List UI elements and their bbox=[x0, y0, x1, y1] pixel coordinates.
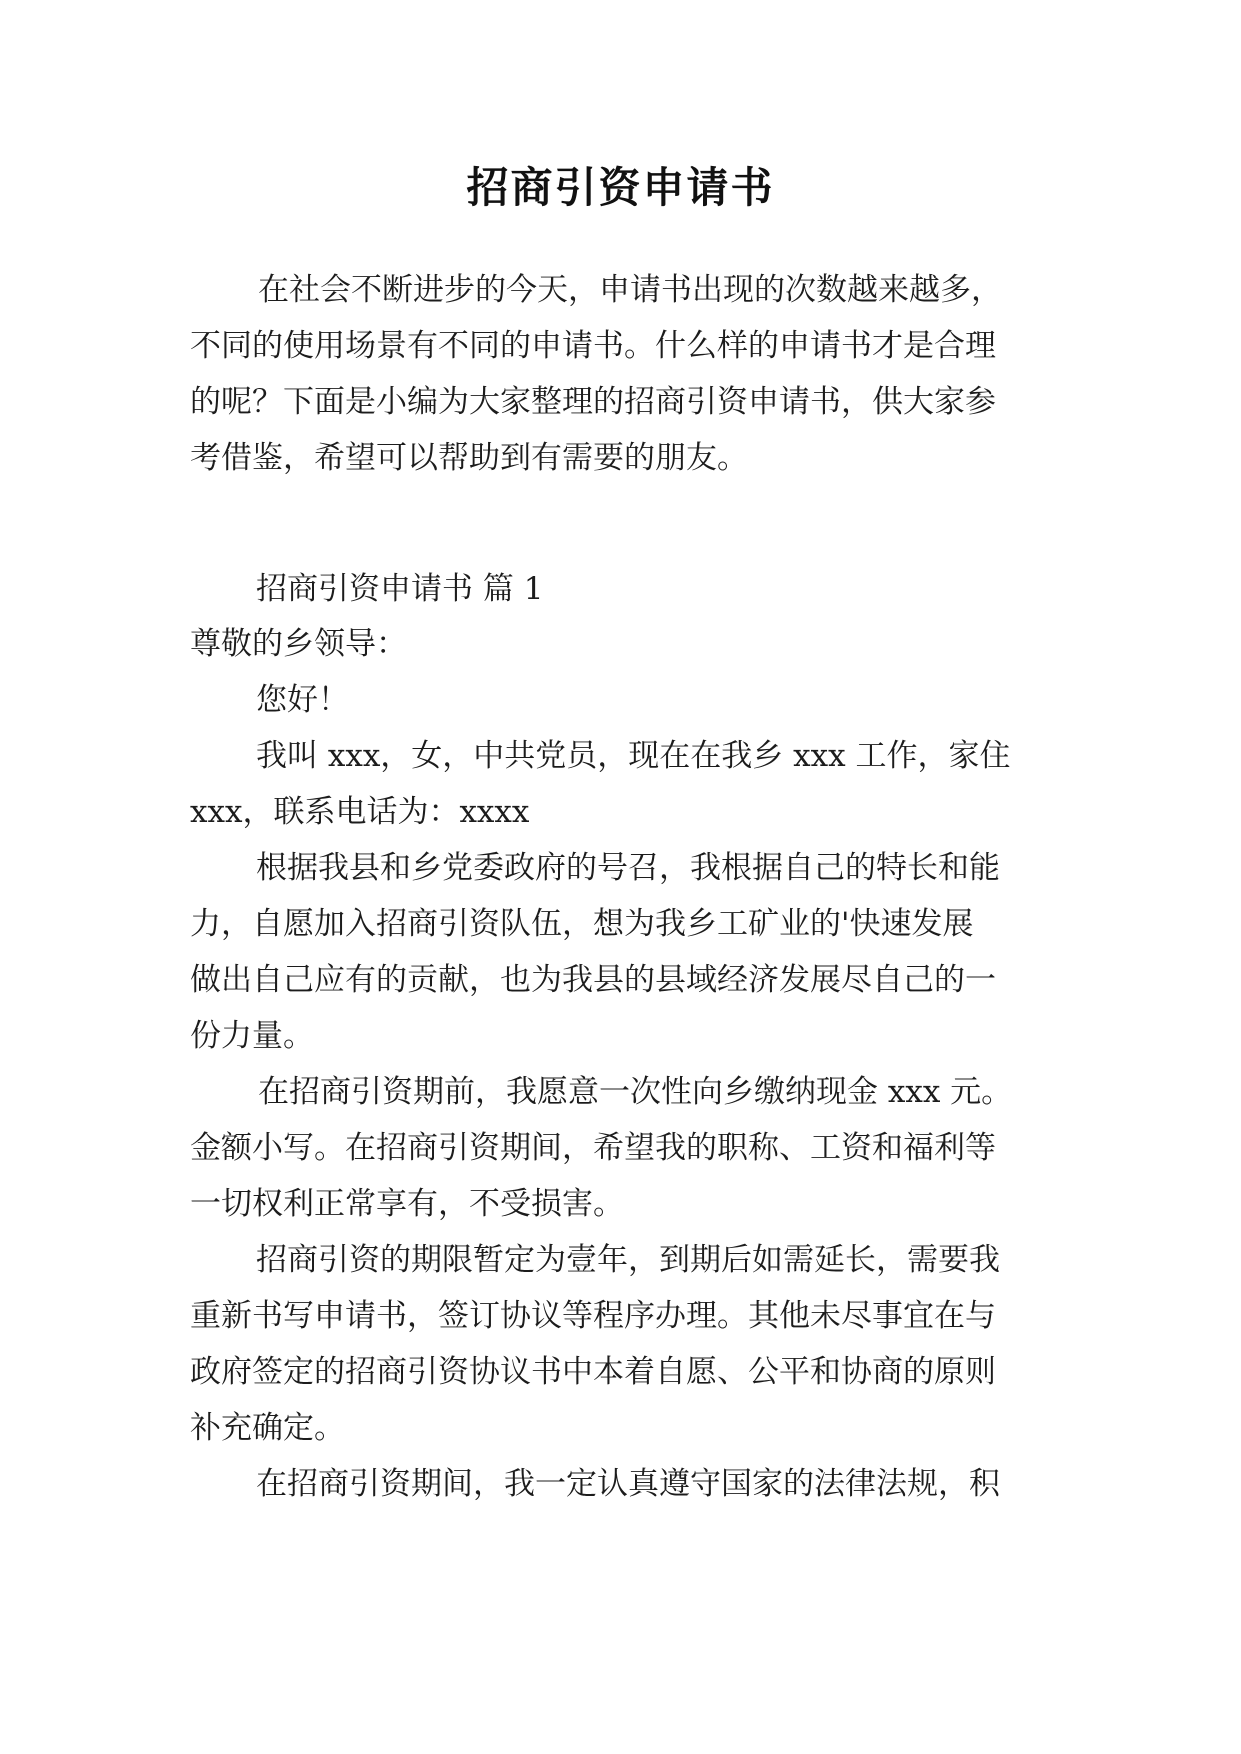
paragraph-line: 在招商引资期间，我一定认真遵守国家的法律法规，积 bbox=[256, 1466, 1000, 1502]
paragraph-line: 不同的使用场景有不同的申请书。什么样的申请书才是合理 bbox=[190, 328, 996, 364]
section-heading: 招商引资申请书 篇 1 bbox=[256, 571, 544, 607]
paragraph-line: 份力量。 bbox=[190, 1018, 314, 1054]
paragraph-line: 我叫 xxx，女，中共党员，现在在我乡 xxx 工作，家住 bbox=[256, 738, 1011, 774]
paragraph-line: 补充确定。 bbox=[190, 1410, 345, 1446]
document-title: 招商引资申请书 bbox=[466, 163, 775, 212]
paragraph-line: 招商引资的期限暂定为壹年，到期后如需延长，需要我 bbox=[256, 1242, 1000, 1278]
paragraph-line: 金额小写。在招商引资期间，希望我的职称、工资和福利等 bbox=[190, 1130, 996, 1166]
greeting: 您好！ bbox=[256, 682, 349, 718]
salutation: 尊敬的乡领导： bbox=[190, 626, 407, 662]
paragraph-line: 力，自愿加入招商引资队伍，想为我乡工矿业的'快速发展 bbox=[190, 906, 974, 942]
paragraph-line: 一切权利正常享有，不受损害。 bbox=[190, 1186, 624, 1222]
paragraph-line: 在社会不断进步的今天，申请书出现的次数越来越多， bbox=[258, 272, 1002, 308]
paragraph-line: 的呢？下面是小编为大家整理的招商引资申请书，供大家参 bbox=[190, 384, 996, 420]
paragraph-line: 根据我县和乡党委政府的号召，我根据自己的特长和能 bbox=[256, 850, 1000, 886]
paragraph-line: 重新书写申请书，签订协议等程序办理。其他未尽事宜在与 bbox=[190, 1298, 996, 1334]
paragraph-line: xxx，联系电话为：xxxx bbox=[190, 794, 530, 830]
paragraph-line: 政府签定的招商引资协议书中本着自愿、公平和协商的原则 bbox=[190, 1354, 996, 1390]
paragraph-line: 考借鉴，希望可以帮助到有需要的朋友。 bbox=[190, 440, 748, 476]
paragraph-line: 做出自己应有的贡献，也为我县的县域经济发展尽自己的一 bbox=[190, 962, 996, 998]
paragraph-line: 在招商引资期前，我愿意一次性向乡缴纳现金 xxx 元。 bbox=[258, 1074, 1013, 1110]
